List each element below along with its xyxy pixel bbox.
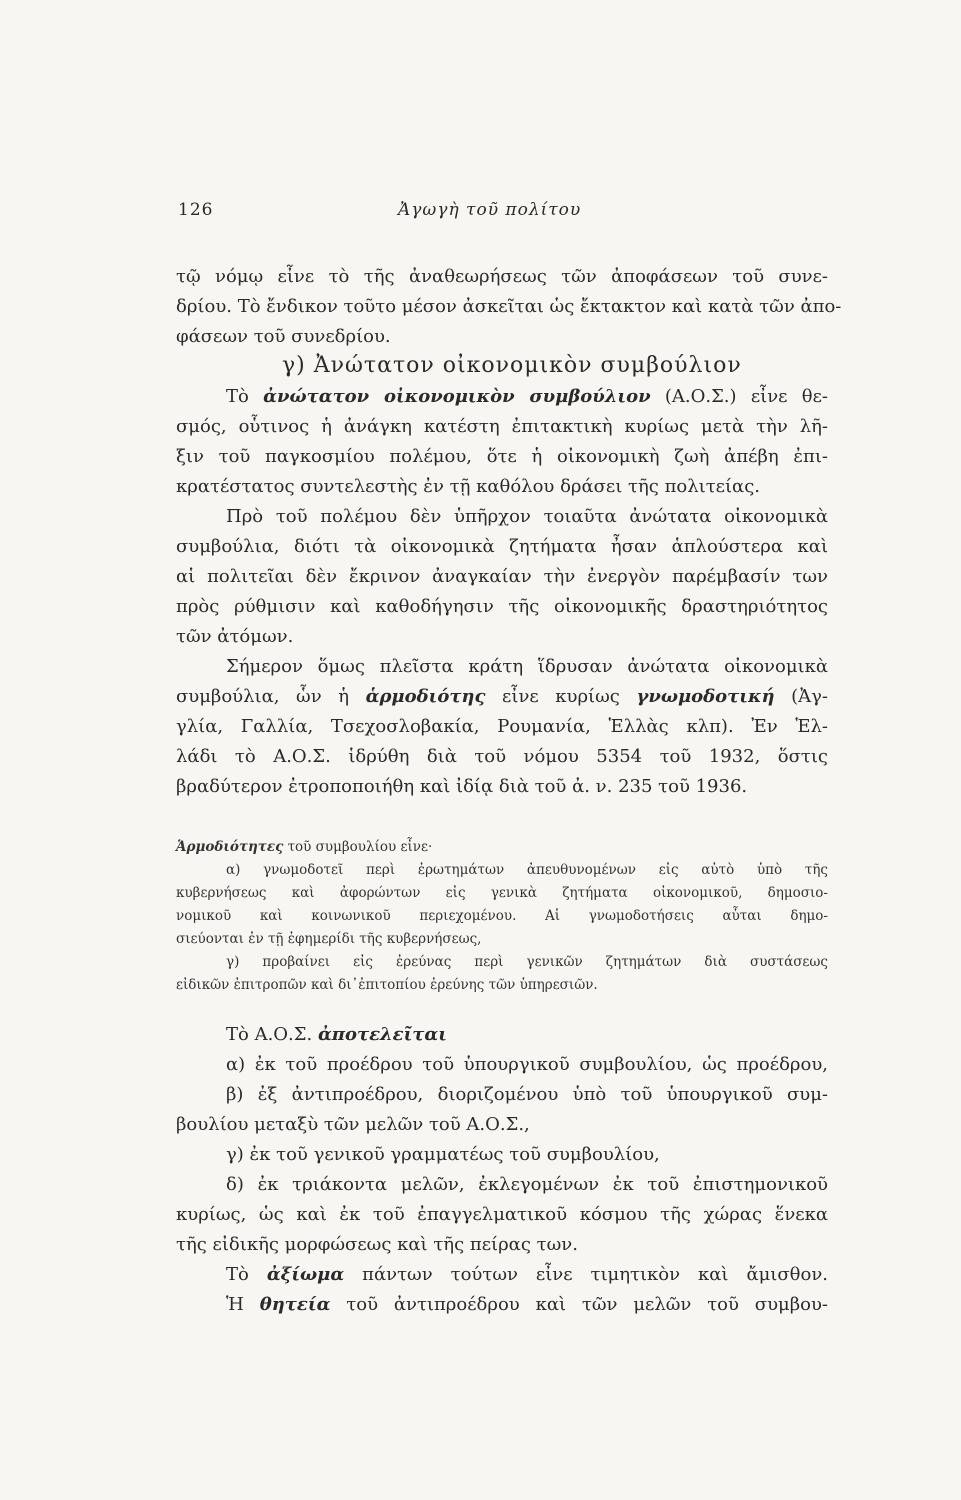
text-line: κυρίως, ὡς καὶ ἐκ τοῦ ἐπαγγελματικοῦ κόσμου τῆς χώρας ἕνεκα — [176, 1204, 828, 1225]
text-line: α) γνωμοδοτεῖ περὶ ἐρωτημάτων ἀπευθυνομένων εἰς αὐτὸ ὑπὸ τῆς — [226, 862, 828, 878]
text-line: ξιν τοῦ παγκοσμίου πολέμου, ὅτε ἡ οἰκονομικὴ ζωὴ ἀπέβη ἐπι- — [176, 446, 828, 467]
text-line: κυβερνήσεως καὶ ἀφορώντων εἰς γενικὰ ζητήματα οἰκονομικοῦ, δημοσιο- — [176, 885, 828, 901]
emphasis-term: ἀξίωμα — [266, 1264, 345, 1285]
text-fragment: εἶνε κυρίως — [485, 686, 637, 707]
emphasis-term: ἀνώτατον οἰκονομικὸν συμβούλιον — [263, 386, 651, 407]
text-fragment: πάντων τούτων εἶνε τιμητικὸν καὶ ἄμισθον. — [344, 1264, 828, 1285]
text-line: εἰδικῶν ἐπιτροπῶν καὶ δι᾽ἐπιτοπίου ἐρεύνης τῶν ὑπηρεσιῶν. — [176, 977, 598, 993]
composition-paragraph — [176, 1020, 828, 1320]
text-fragment: (Α.Ο.Σ.) εἶνε θε- — [650, 386, 828, 407]
text-line: τῶν ἀτόμων. — [176, 626, 294, 647]
text-line: γ) προβαίνει εἰς ἐρεύνας περὶ γενικῶν ζητημάτων διὰ συστάσεως — [226, 954, 828, 970]
text-line: τῷ νόμῳ εἶνε τὸ τῆς ἀναθεωρήσεως τῶν ἀποφάσεων τοῦ συνε- — [176, 266, 828, 287]
text-line: γ) ἐκ τοῦ γενικοῦ γραμματέως τοῦ συμβουλίου, — [226, 1144, 660, 1165]
emphasis-term: Ἁρμοδιότητες — [176, 839, 284, 855]
text-line — [176, 1260, 828, 1290]
running-title: Ἀγωγὴ τοῦ πολίτου — [398, 200, 582, 220]
text-line: σιεύονται ἐν τῇ ἐφημερίδι τῆς κυβερνήσεως, — [176, 931, 482, 947]
text-line: τῆς εἰδικῆς μορφώσεως καὶ τῆς πείρας των. — [176, 1234, 578, 1255]
text-line — [176, 1020, 828, 1050]
text-line: α) ἐκ τοῦ προέδρου τοῦ ὑπουργικοῦ συμβουλίου, ὡς προέδρου, — [226, 1054, 828, 1075]
text-line: δρίου. Τὸ ἔνδικον τοῦτο μέσον ἀσκεῖται ὡς ἔκτακτον καὶ κατὰ τῶν ἀπο- — [176, 296, 842, 317]
text-line — [176, 1290, 828, 1320]
text-fragment: Τὸ Α.Ο.Σ. — [226, 1024, 318, 1045]
text-line: συμβούλια, διότι τὰ οἰκονομικὰ ζητήματα ἦσαν ἁπλούστερα καὶ — [176, 536, 828, 557]
text-fragment: Τὸ — [226, 386, 264, 407]
page-number: 126 — [178, 200, 214, 220]
text-line — [176, 836, 828, 859]
main-paragraphs — [176, 382, 828, 802]
text-line: λάδι τὸ Α.Ο.Σ. ἱδρύθη διὰ τοῦ νόμου 5354 τοῦ 1932, ὅστις — [176, 746, 828, 767]
emphasis-term: θητεία — [259, 1294, 331, 1315]
text-line: πρὸς ρύθμισιν καὶ καθοδήγησιν τῆς οἰκονομικῆς δραστηριότητος — [176, 596, 828, 617]
emphasis-term: γνωμοδοτική — [636, 686, 775, 707]
text-line: νομικοῦ καὶ κοινωνικοῦ περιεχομένου. Αἱ γνωμοδοτήσεις αὗται δημο- — [176, 908, 828, 924]
text-line: φάσεων τοῦ συνεδρίου. — [176, 326, 391, 347]
text-line: σμός, οὗτινος ἡ ἀνάγκη κατέστη ἐπιτακτικὴ κυρίως μετὰ τὴν λῆ- — [176, 416, 828, 437]
text-line: βουλίου μεταξὺ τῶν μελῶν τοῦ Α.Ο.Σ., — [176, 1114, 530, 1135]
text-line: Πρὸ τοῦ πολέμου δὲν ὑπῆρχον τοιαῦτα ἀνώτατα οἰκονομικὰ — [226, 506, 828, 527]
text-line: αἱ πολιτεῖαι δὲν ἔκρινον ἀναγκαίαν τὴν ἐνεργὸν παρέμβασίν των — [176, 566, 828, 587]
text-line: γλία, Γαλλία, Τσεχοσλοβακία, Ρουμανία, Ἑλλὰς κλπ). Ἐν Ἑλ- — [176, 716, 828, 737]
text-fragment: Ἡ — [226, 1294, 260, 1315]
text-line: κρατέστατος συντελεστὴς ἐν τῇ καθόλου δράσει τῆς πολιτείας. — [176, 476, 761, 497]
text-fragment: (Ἀγ- — [774, 686, 828, 707]
text-line: βραδύτερον ἐτροποποιήθη καὶ ἰδίᾳ διὰ τοῦ ἀ. ν. 235 τοῦ 1936. — [176, 776, 748, 797]
text-fragment: τοῦ συμβουλίου εἶνε· — [283, 839, 433, 855]
text-line: Σήμερον ὅμως πλεῖστα κράτη ἵδρυσαν ἀνώτατα οἰκονομικὰ — [226, 656, 828, 677]
text-line: β) ἐξ ἀντιπροέδρου, διοριζομένου ὑπὸ τοῦ ὑπουργικοῦ συμ- — [226, 1084, 828, 1105]
competence-list — [176, 836, 828, 997]
text-line: δ) ἐκ τριάκοντα μελῶν, ἐκλεγομένων ἐκ τοῦ ἐπιστημονικοῦ — [226, 1174, 828, 1195]
intro-paragraph — [176, 262, 842, 352]
text-fragment: Τὸ — [226, 1264, 267, 1285]
section-heading: γ) Ἀνώτατον οἰκονομικὸν συμβούλιον — [282, 353, 742, 378]
page-header — [178, 200, 828, 230]
emphasis-term: ἁρμοδιότης — [365, 686, 486, 707]
emphasis-term: ἀποτελεῖται — [317, 1024, 447, 1045]
text-line — [176, 682, 828, 712]
text-fragment: συμβούλια, ὧν ἡ — [176, 686, 366, 707]
text-fragment: τοῦ ἀντιπροέδρου καὶ τῶν μελῶν τοῦ συμβου- — [330, 1294, 828, 1315]
text-line — [176, 382, 828, 412]
